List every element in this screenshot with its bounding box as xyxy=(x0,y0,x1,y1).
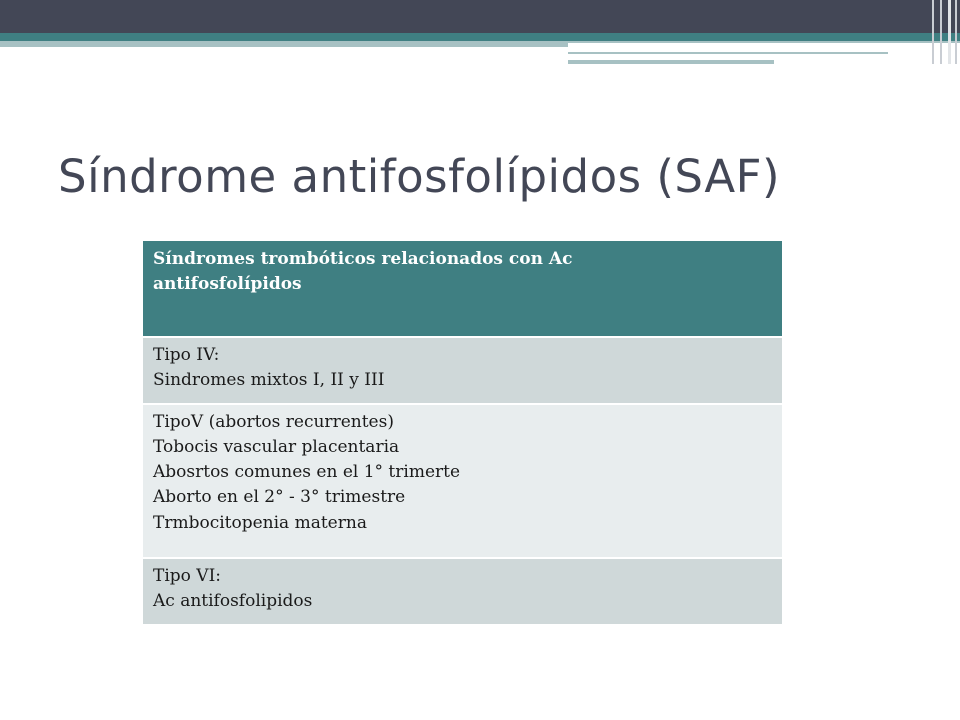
header-band-light-right xyxy=(568,41,960,43)
table-row-tipo-v xyxy=(143,403,782,557)
header-band-dark xyxy=(0,0,960,33)
header-band-light xyxy=(0,41,568,47)
table-row-tipo-iv xyxy=(143,336,782,403)
table-cell-line: Trmbocitopenia materna xyxy=(153,512,367,533)
table-cell-line: Sindromes mixtos I, II y III xyxy=(153,370,385,391)
table-cell-line: TipoV (abortos recurrentes) xyxy=(153,412,394,432)
decor-vertical-line xyxy=(932,0,934,64)
table-cell-line: Aborto en el 2° - 3° trimestre xyxy=(153,487,406,508)
table-cell-line: Tobocis vascular placentaria xyxy=(153,437,400,458)
table-row-tipo-vi xyxy=(143,557,782,624)
table-cell-line: Abosrtos comunes en el 1° trimerte xyxy=(153,462,461,483)
decor-vertical-line xyxy=(948,0,951,64)
table-header-line: antifosfolípidos xyxy=(153,274,302,295)
decor-vertical-line xyxy=(940,0,942,64)
decor-vertical-line xyxy=(955,0,957,64)
table-cell-line: Tipo VI: xyxy=(153,566,222,586)
header-rule-short xyxy=(568,60,774,64)
content-table xyxy=(143,241,782,624)
header-rule-thin xyxy=(568,52,888,54)
table-header xyxy=(143,241,782,336)
table-header-line: Síndromes trombóticos relacionados con Ac xyxy=(153,249,573,269)
slide-title: Síndrome antifosfolípidos (SAF) xyxy=(58,150,781,203)
table-cell-line: Tipo IV: xyxy=(153,345,220,365)
header-band-teal xyxy=(0,33,960,41)
table-cell-line: Ac antifosfolipidos xyxy=(153,591,313,612)
